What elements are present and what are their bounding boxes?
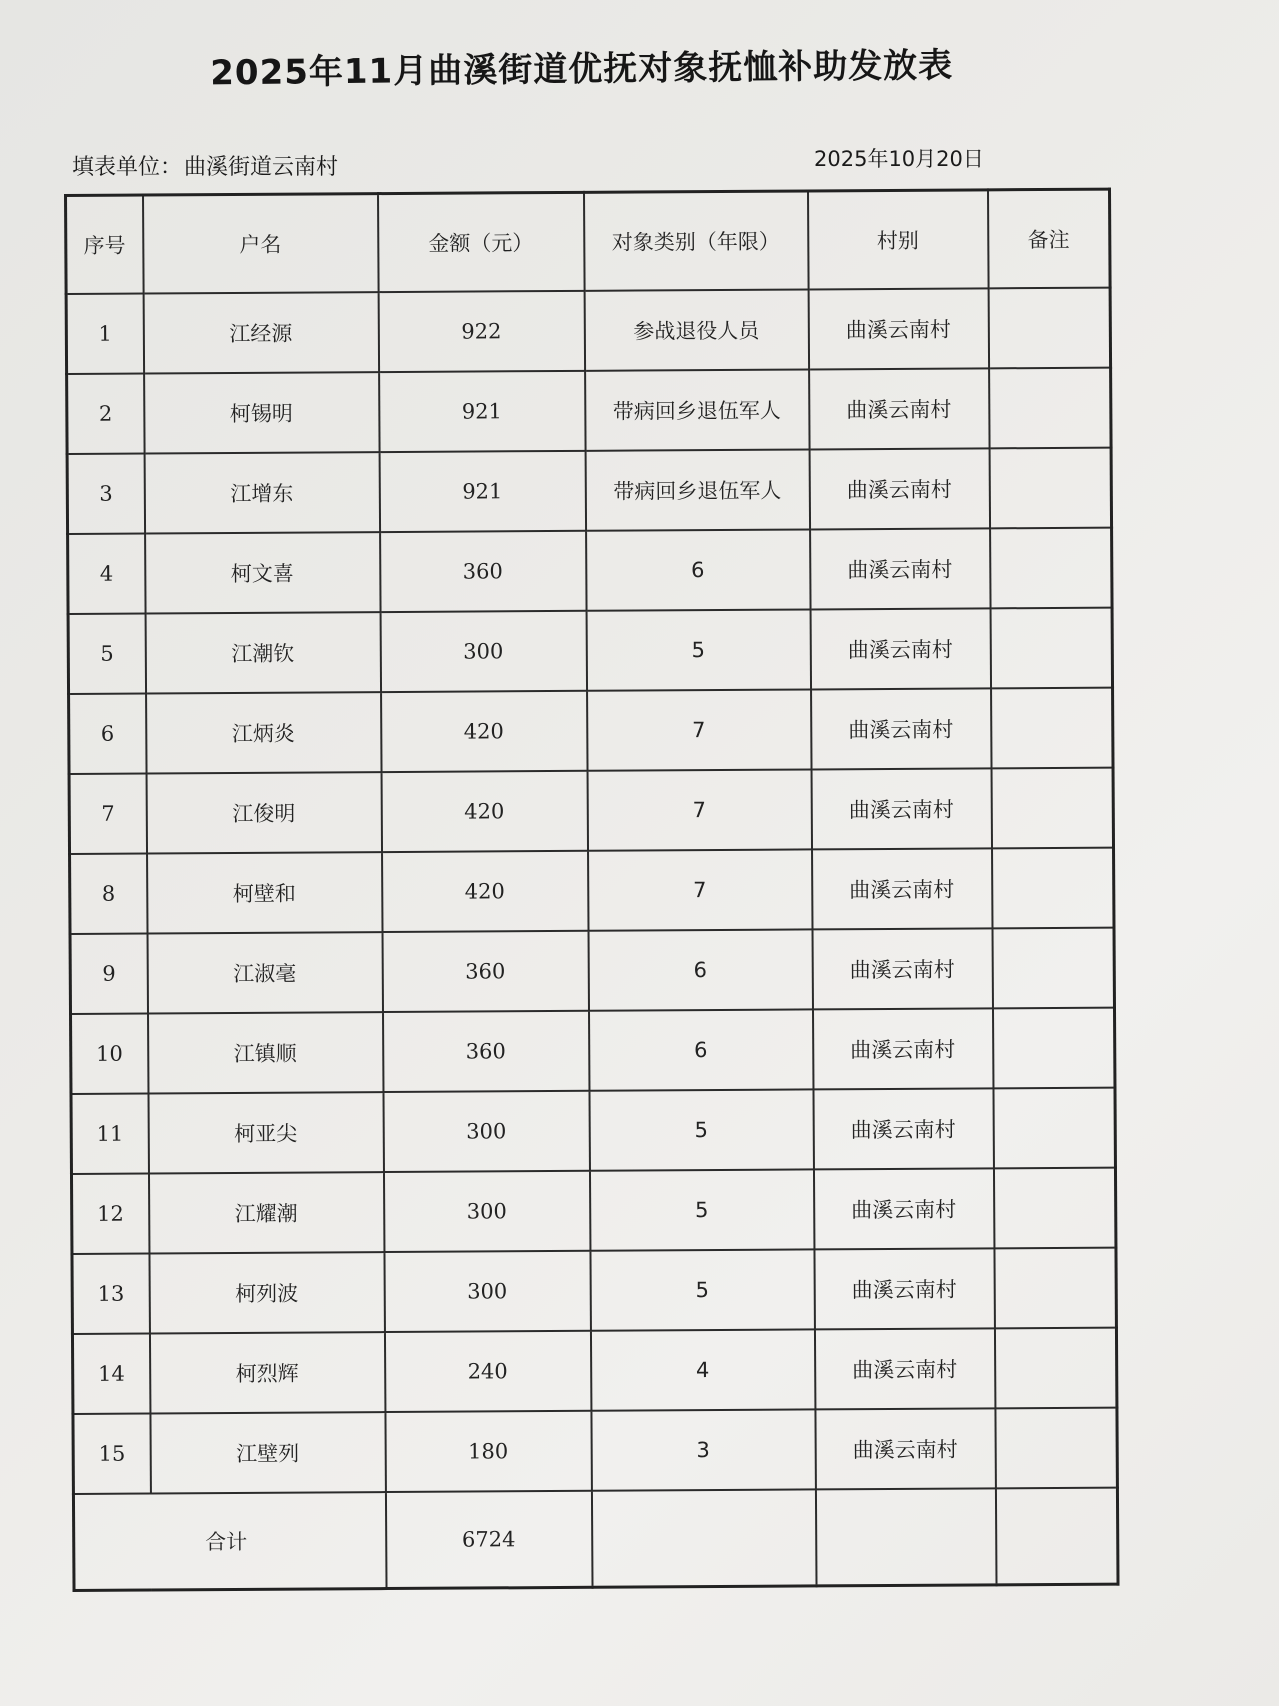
- table-row: [69, 768, 1113, 854]
- total-label: 合计: [73, 1492, 386, 1590]
- village-cell: 曲溪云南村: [809, 368, 989, 449]
- header-category: 对象类别（年限）: [583, 191, 808, 291]
- table-row: [71, 1088, 1115, 1174]
- village-cell: 曲溪云南村: [811, 688, 991, 769]
- serial-number-cell: 13: [72, 1254, 149, 1334]
- serial-number-cell: 2: [67, 374, 144, 454]
- remarks-cell: [990, 608, 1112, 689]
- amount-cell: 420: [381, 771, 587, 852]
- amount-cell: 921: [379, 451, 585, 532]
- serial-number-cell: 11: [71, 1094, 148, 1174]
- table-row: [72, 1248, 1116, 1334]
- village-cell: 曲溪云南村: [815, 1408, 995, 1489]
- filling-unit: [72, 150, 338, 181]
- table-row: [71, 1168, 1115, 1254]
- serial-number-cell: 7: [69, 774, 146, 854]
- village-cell: 曲溪云南村: [811, 768, 991, 849]
- village-cell: 曲溪云南村: [809, 448, 989, 529]
- category-cell: 6: [588, 1009, 812, 1090]
- table-header-row: [66, 189, 1111, 294]
- amount-cell: 922: [378, 291, 584, 372]
- household-name-cell: 柯列波: [149, 1252, 384, 1333]
- table-row: [68, 528, 1112, 614]
- table-row: [70, 848, 1114, 934]
- household-name-cell: 江壁列: [150, 1412, 385, 1493]
- remarks-cell: [991, 768, 1113, 849]
- household-name-cell: 江淑毫: [147, 932, 382, 1013]
- table-body: [66, 288, 1117, 1494]
- remarks-cell: [994, 1248, 1116, 1329]
- remarks-cell: [994, 1328, 1116, 1409]
- amount-cell: 300: [383, 1171, 589, 1252]
- remarks-cell: [993, 1088, 1115, 1169]
- household-name-cell: 柯烈辉: [149, 1332, 384, 1413]
- amount-cell: 921: [379, 371, 585, 452]
- header-household-name: 户名: [143, 194, 379, 294]
- serial-number-cell: 8: [70, 854, 147, 934]
- amount-cell: 420: [382, 851, 588, 932]
- serial-number-cell: 12: [71, 1174, 148, 1254]
- total-amount: 6724: [385, 1491, 592, 1589]
- village-cell: 曲溪云南村: [813, 1088, 993, 1169]
- category-cell: 6: [586, 529, 810, 610]
- village-cell: 曲溪云南村: [810, 528, 990, 609]
- household-name-cell: 江耀潮: [148, 1172, 383, 1253]
- household-name-cell: 柯亚尖: [148, 1092, 383, 1173]
- filling-unit-label: 填表单位：: [72, 155, 183, 180]
- amount-cell: 360: [383, 1011, 589, 1092]
- serial-number-cell: 9: [70, 934, 147, 1014]
- serial-number-cell: 3: [67, 454, 144, 534]
- category-cell: 5: [590, 1249, 814, 1330]
- table-row: [66, 288, 1110, 374]
- amount-cell: 180: [385, 1411, 591, 1492]
- village-cell: 曲溪云南村: [808, 288, 988, 369]
- amount-cell: 300: [384, 1251, 590, 1332]
- table-row: [73, 1408, 1117, 1494]
- category-cell: 参战退役人员: [584, 289, 808, 370]
- remarks-cell: [989, 368, 1111, 449]
- household-name-cell: 柯文喜: [145, 532, 380, 613]
- household-name-cell: 江炳炎: [146, 692, 381, 773]
- remarks-cell: [989, 448, 1111, 529]
- household-name-cell: 柯锡明: [144, 372, 379, 453]
- remarks-cell: [992, 1008, 1114, 1089]
- village-cell: 曲溪云南村: [812, 848, 992, 929]
- filling-unit-value: 曲溪街道云南村: [184, 155, 339, 180]
- category-cell: 带病回乡退伍军人: [585, 449, 809, 530]
- amount-cell: 420: [381, 691, 587, 772]
- total-row: [73, 1488, 1118, 1591]
- serial-number-cell: 6: [69, 694, 146, 774]
- village-cell: 曲溪云南村: [812, 928, 992, 1009]
- remarks-cell: [990, 528, 1112, 609]
- serial-number-cell: 4: [68, 534, 145, 614]
- table-row: [70, 928, 1114, 1014]
- category-cell: 6: [588, 929, 812, 1010]
- header-village: 村别: [807, 190, 988, 290]
- village-cell: 曲溪云南村: [812, 1008, 992, 1089]
- amount-cell: 240: [384, 1331, 590, 1412]
- category-cell: 5: [586, 609, 810, 690]
- category-cell: 7: [587, 689, 811, 770]
- table-row: [68, 608, 1112, 694]
- subsidy-table-wrapper: [64, 188, 1117, 1592]
- household-name-cell: 江俊明: [146, 772, 381, 853]
- serial-number-cell: 10: [71, 1014, 148, 1094]
- household-name-cell: 江增东: [144, 452, 379, 533]
- village-cell: 曲溪云南村: [814, 1248, 994, 1329]
- header-remarks: 备注: [987, 189, 1110, 288]
- amount-cell: 360: [380, 531, 586, 612]
- village-cell: 曲溪云南村: [813, 1168, 993, 1249]
- household-name-cell: 江经源: [143, 292, 378, 373]
- serial-number-cell: 14: [72, 1333, 149, 1413]
- village-cell: 曲溪云南村: [810, 608, 990, 689]
- remarks-cell: [992, 848, 1114, 929]
- total-village-cell: [815, 1488, 996, 1586]
- amount-cell: 360: [382, 931, 588, 1012]
- serial-number-cell: 1: [66, 294, 143, 374]
- amount-cell: 300: [383, 1091, 589, 1172]
- category-cell: 7: [588, 849, 812, 930]
- subsidy-table: [64, 188, 1120, 1592]
- table-row: [69, 688, 1113, 774]
- header-serial-number: 序号: [66, 195, 144, 294]
- header-amount: 金额（元）: [378, 192, 585, 292]
- table-row: [67, 448, 1111, 534]
- serial-number-cell: 5: [68, 614, 145, 694]
- amount-cell: 300: [380, 611, 586, 692]
- household-name-cell: 柯壁和: [147, 852, 382, 933]
- table-row: [67, 368, 1111, 454]
- table-row: [71, 1008, 1115, 1094]
- serial-number-cell: 15: [73, 1413, 150, 1493]
- category-cell: 4: [590, 1329, 814, 1410]
- remarks-cell: [988, 288, 1110, 369]
- document-title: 2025年11月曲溪街道优抚对象抚恤补助发放表: [210, 45, 954, 94]
- total-category-cell: [591, 1489, 816, 1587]
- category-cell: 3: [591, 1409, 815, 1490]
- category-cell: 7: [587, 769, 811, 850]
- category-cell: 5: [589, 1169, 813, 1250]
- remarks-cell: [995, 1408, 1117, 1489]
- remarks-cell: [991, 688, 1113, 769]
- remarks-cell: [993, 1168, 1115, 1249]
- total-remarks-cell: [995, 1488, 1118, 1585]
- village-cell: 曲溪云南村: [814, 1328, 994, 1409]
- household-name-cell: 江潮钦: [145, 612, 380, 693]
- category-cell: 5: [589, 1089, 813, 1170]
- category-cell: 带病回乡退伍军人: [585, 369, 809, 450]
- table-row: [72, 1328, 1116, 1414]
- document-date: 2025年10月20日: [814, 147, 984, 171]
- household-name-cell: 江镇顺: [148, 1012, 383, 1093]
- remarks-cell: [992, 928, 1114, 1009]
